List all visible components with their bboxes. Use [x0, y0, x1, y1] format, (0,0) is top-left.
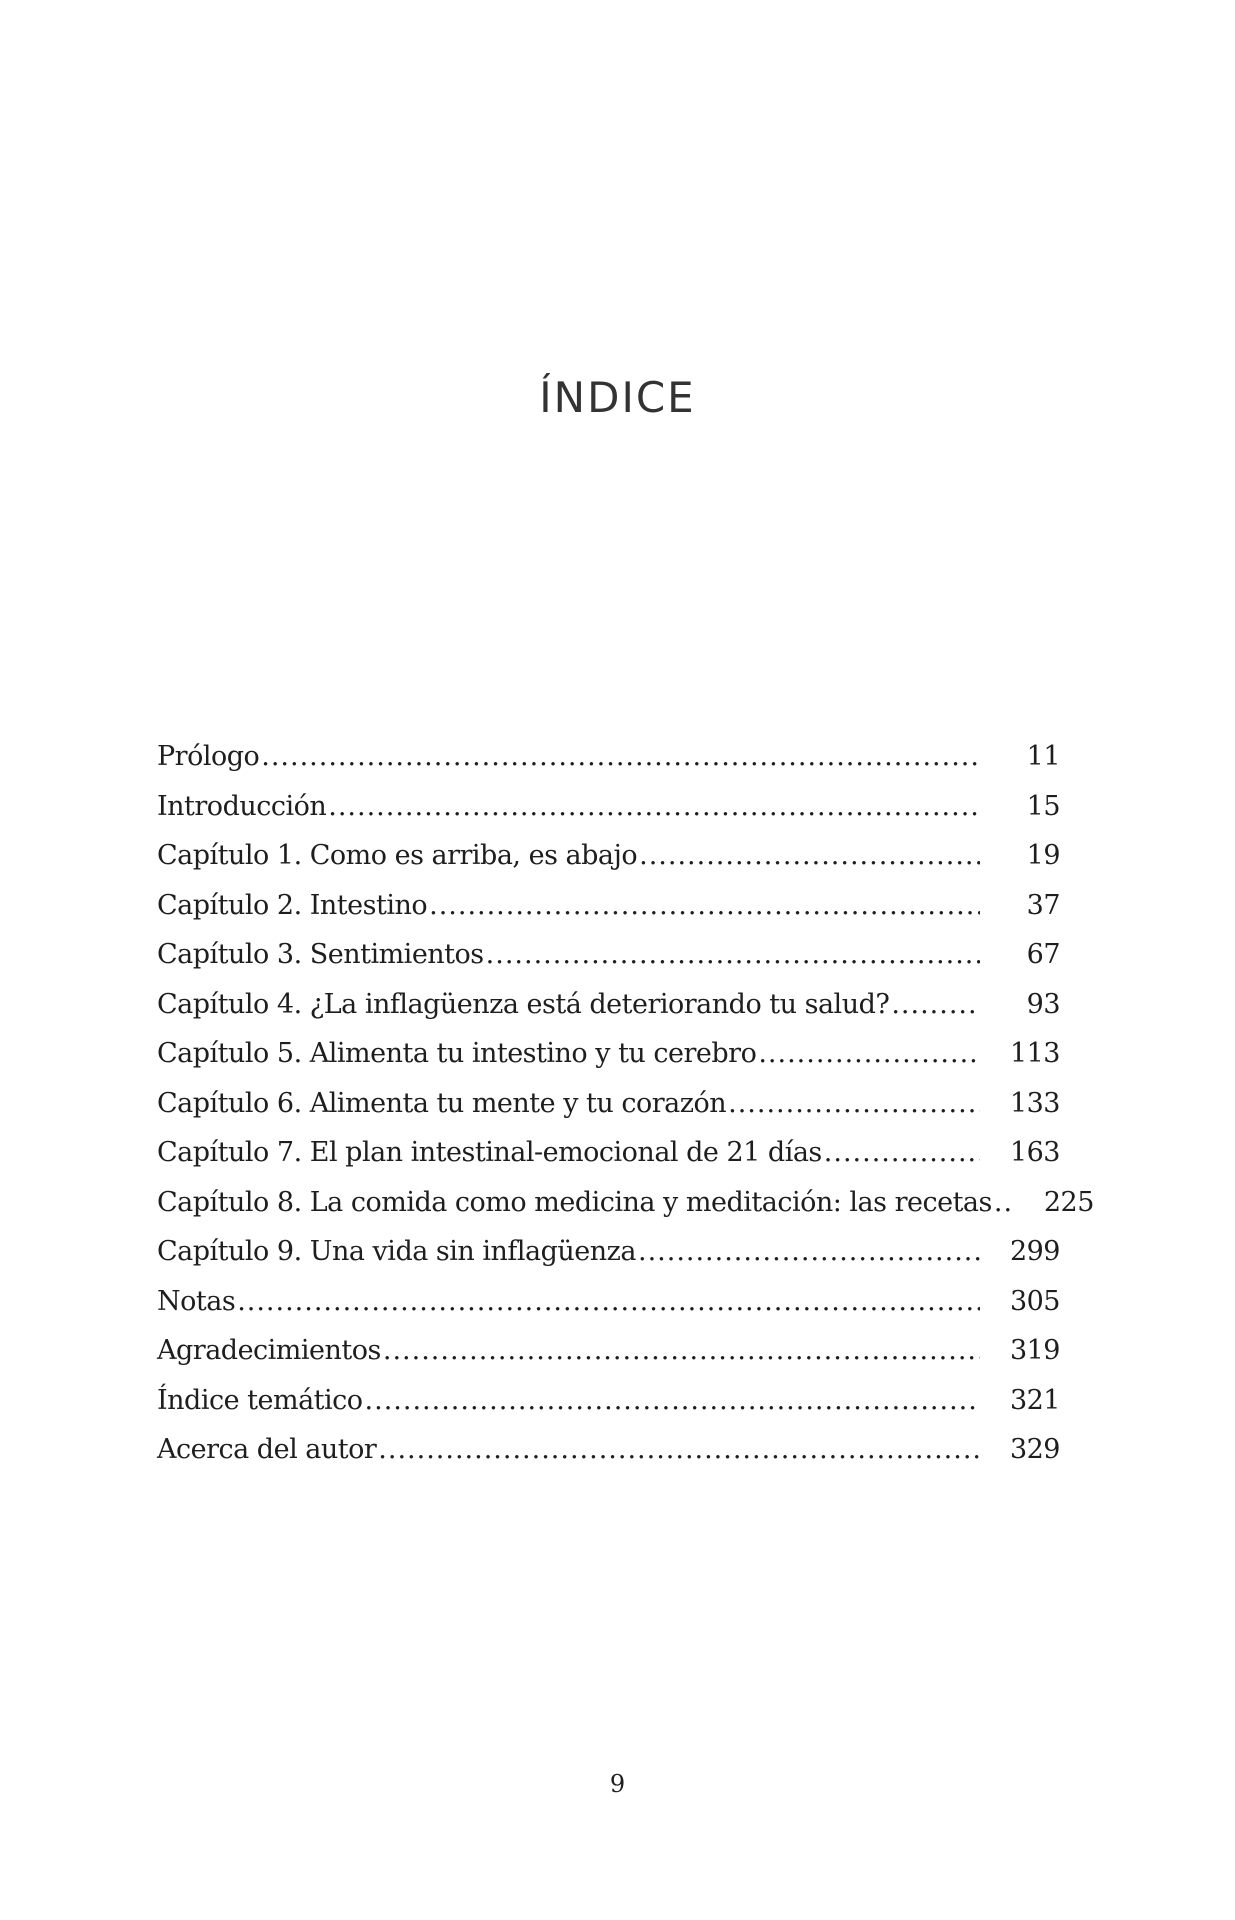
toc-entry-page: 305 — [1009, 1285, 1060, 1317]
dot-leader — [383, 1326, 980, 1376]
toc-entry-page: 163 — [1009, 1137, 1060, 1168]
toc-entry-label: Capítulo 1. Como es arriba, es abajo — [157, 840, 638, 871]
dot-leader — [429, 881, 980, 931]
dot-leader — [261, 732, 980, 782]
toc-entry-capitulo-2 — [157, 881, 1060, 931]
toc-entry-label: Capítulo 2. Intestino — [157, 889, 428, 921]
toc-entry-label: Prólogo — [157, 741, 260, 772]
toc-entry-page: 133 — [1009, 1087, 1060, 1119]
toc-entry-label: Índice temático — [157, 1384, 363, 1416]
toc-entry-capitulo-1 — [157, 831, 1060, 881]
toc-entry-indice-tematico — [157, 1376, 1060, 1426]
toc-entry-page: 11 — [1026, 741, 1060, 772]
toc-entry-capitulo-8 — [157, 1178, 1094, 1228]
toc-entry-page: 15 — [1026, 790, 1060, 822]
toc-entry-page: 319 — [1009, 1335, 1060, 1366]
toc-entry-page: 113 — [1009, 1038, 1060, 1069]
toc-entry-page: 93 — [1026, 988, 1060, 1020]
table-of-contents — [157, 732, 1094, 1475]
toc-entry-label: Capítulo 4. ¿La inflagüenza está deteriorando tu salud? — [157, 988, 890, 1020]
toc-entry-label: Capítulo 8. La comida como medicina y meditación: las recetas — [157, 1186, 992, 1218]
toc-entry-page: 321 — [1009, 1384, 1060, 1416]
page-title: ÍNDICE — [539, 373, 696, 422]
toc-entry-capitulo-6 — [157, 1079, 1060, 1129]
toc-entry-capitulo-7 — [157, 1128, 1060, 1178]
toc-entry-label: Capítulo 5. Alimenta tu intestino y tu cerebro — [157, 1038, 757, 1069]
toc-entry-capitulo-5 — [157, 1029, 1060, 1079]
dot-leader — [891, 980, 980, 1030]
dot-leader — [237, 1277, 980, 1327]
toc-entry-page: 225 — [1043, 1186, 1094, 1218]
dot-leader — [378, 1425, 980, 1475]
toc-entry-label: Introducción — [157, 790, 327, 822]
page-number: 9 — [609, 1770, 626, 1798]
toc-entry-capitulo-3 — [157, 930, 1060, 980]
toc-entry-page: 37 — [1026, 889, 1060, 921]
toc-entry-page: 299 — [1009, 1236, 1060, 1267]
toc-entry-notas — [157, 1277, 1060, 1327]
toc-entry-capitulo-9 — [157, 1227, 1060, 1277]
dot-leader — [328, 782, 980, 832]
dot-leader — [486, 930, 980, 980]
dot-leader — [638, 1227, 980, 1277]
toc-entry-acerca-del-autor — [157, 1425, 1060, 1475]
toc-entry-label: Agradecimientos — [157, 1335, 381, 1366]
dot-leader — [365, 1376, 980, 1426]
toc-entry-label: Capítulo 6. Alimenta tu mente y tu corazón — [157, 1087, 727, 1119]
toc-entry-label: Notas — [157, 1285, 236, 1317]
dot-leader — [994, 1178, 1014, 1228]
toc-entry-label: Capítulo 9. Una vida sin inflagüenza — [157, 1236, 636, 1267]
dot-leader — [728, 1079, 980, 1129]
dot-leader — [824, 1128, 980, 1178]
toc-entry-capitulo-4 — [157, 980, 1060, 1030]
toc-entry-page: 329 — [1009, 1434, 1060, 1465]
dot-leader — [758, 1029, 980, 1079]
toc-entry-page: 19 — [1026, 840, 1060, 871]
dot-leader — [639, 831, 980, 881]
toc-entry-agradecimientos — [157, 1326, 1060, 1376]
toc-entry-label: Capítulo 3. Sentimientos — [157, 939, 484, 970]
toc-entry-page: 67 — [1026, 939, 1060, 970]
toc-entry-introduccion — [157, 782, 1060, 832]
toc-entry-label: Acerca del autor — [157, 1434, 377, 1465]
toc-entry-label: Capítulo 7. El plan intestinal-emocional de 21 días — [157, 1137, 822, 1168]
toc-entry-prologo — [157, 732, 1060, 782]
